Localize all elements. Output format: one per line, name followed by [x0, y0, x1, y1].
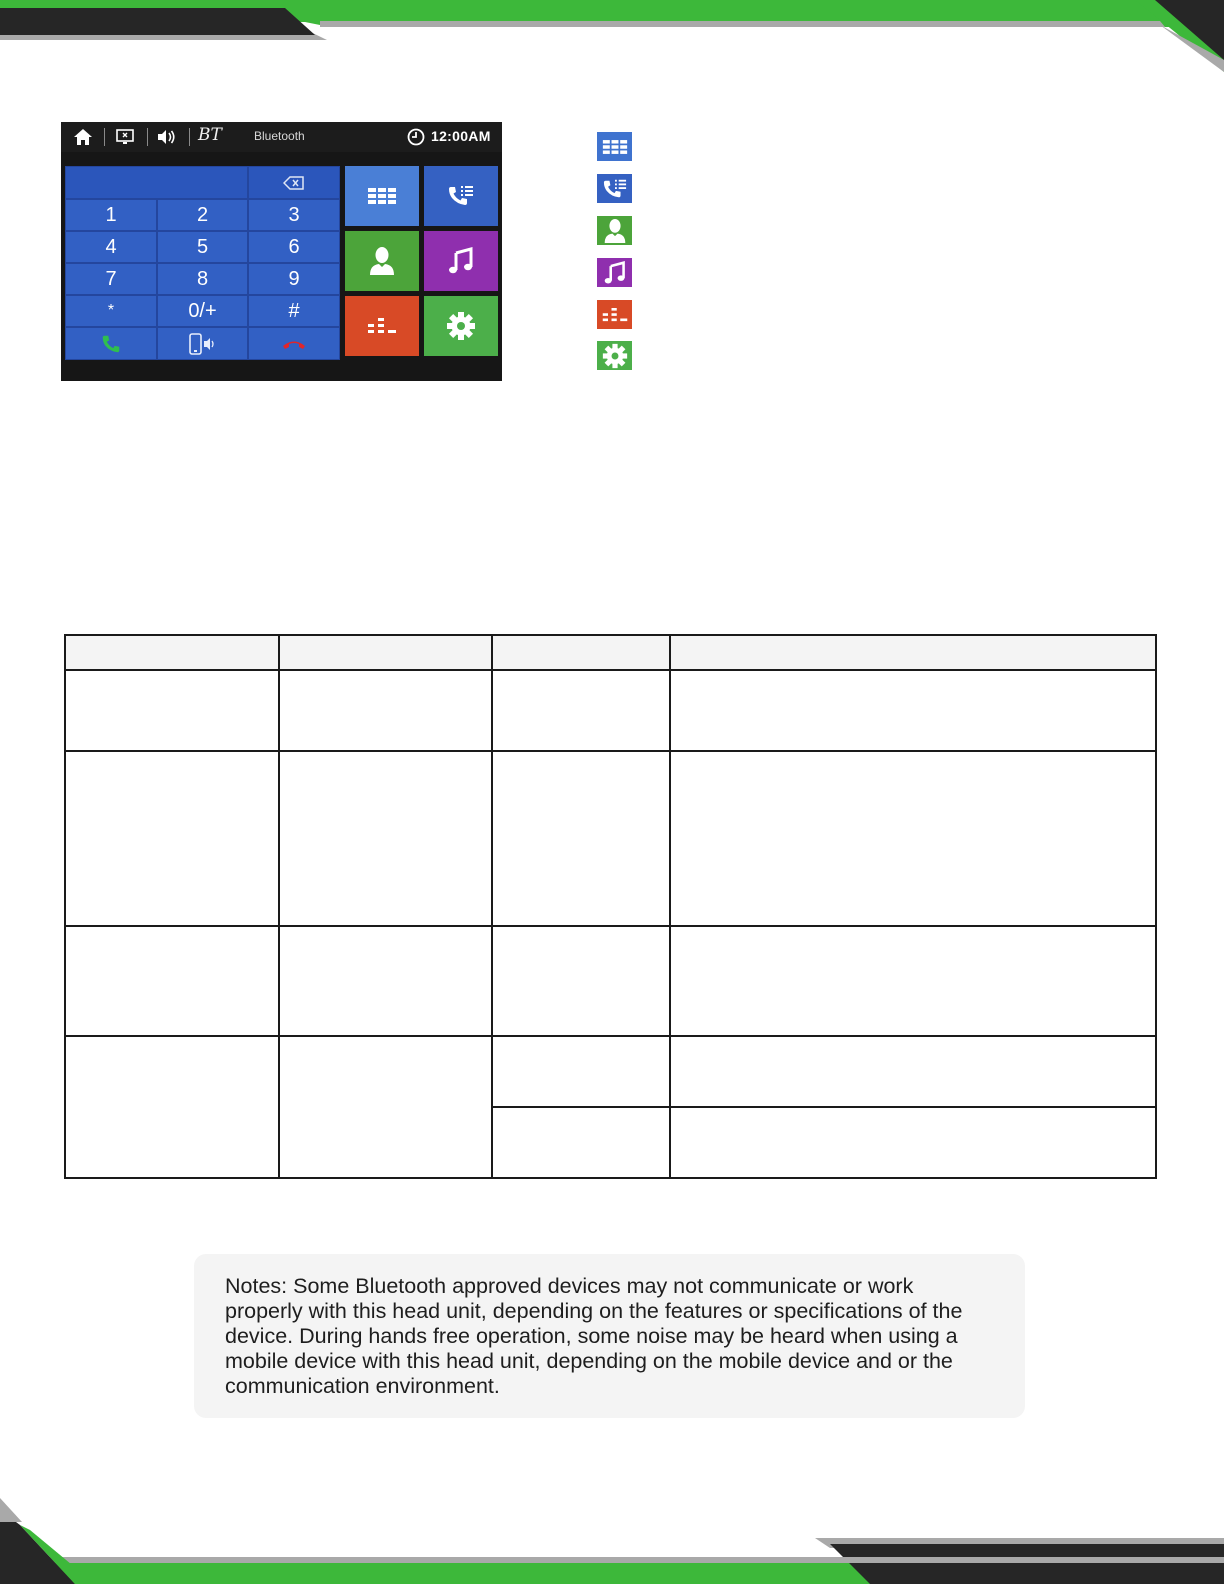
backspace-button[interactable] — [248, 166, 340, 199]
table-cell — [670, 751, 1156, 926]
notes-box — [194, 1254, 1025, 1418]
phone-transfer-icon — [188, 333, 218, 355]
dial-pad-tile[interactable] — [345, 166, 419, 226]
dial-keypad — [65, 166, 340, 360]
call-button[interactable] — [65, 327, 157, 360]
legend-dial-pad — [597, 132, 632, 161]
table-cell — [279, 926, 492, 1036]
key-3[interactable]: 3 — [248, 199, 340, 231]
status-bar — [61, 122, 502, 152]
table-cell — [65, 670, 279, 751]
table-cell — [492, 1036, 670, 1107]
dial-pad-icon — [367, 187, 397, 205]
table-cell — [670, 926, 1156, 1036]
table-cell — [65, 1036, 279, 1178]
number-display — [65, 166, 248, 199]
clock: 12:00AM — [431, 128, 491, 144]
volume-icon[interactable] — [155, 126, 179, 148]
settings-icon — [602, 343, 628, 369]
equalizer-icon — [601, 306, 629, 324]
home-icon[interactable] — [71, 126, 95, 148]
table-header-cell — [65, 635, 279, 670]
key-star[interactable]: * — [65, 295, 157, 327]
key-6[interactable]: 6 — [248, 231, 340, 263]
legend-contacts — [597, 216, 632, 245]
settings-icon — [446, 311, 476, 341]
hang-up-button[interactable] — [248, 327, 340, 360]
legend-settings — [597, 341, 632, 370]
table-cell — [65, 751, 279, 926]
clock-icon — [405, 126, 427, 148]
legend-music — [597, 258, 632, 287]
key-hash[interactable]: # — [248, 295, 340, 327]
settings-tile[interactable] — [424, 296, 498, 356]
equalizer-icon — [366, 316, 398, 336]
key-9[interactable]: 9 — [248, 263, 340, 295]
table-cell — [492, 751, 670, 926]
table-cell — [670, 670, 1156, 751]
bluetooth-label: Bluetooth — [254, 129, 305, 143]
table-cell — [670, 1036, 1156, 1107]
table-header-cell — [670, 635, 1156, 670]
table-cell — [279, 751, 492, 926]
contacts-icon — [368, 246, 396, 276]
head-unit-screen — [61, 122, 502, 381]
info-table — [64, 634, 1157, 1179]
table-row — [65, 751, 1156, 926]
top-banner — [0, 0, 1224, 80]
contacts-tile[interactable] — [345, 231, 419, 291]
key-2[interactable]: 2 — [157, 199, 248, 231]
table-cell — [279, 1036, 492, 1178]
hang-up-icon — [281, 337, 307, 351]
backspace-icon — [283, 176, 305, 190]
key-1[interactable]: 1 — [65, 199, 157, 231]
table-row — [65, 1036, 1156, 1107]
key-5[interactable]: 5 — [157, 231, 248, 263]
table-cell — [65, 926, 279, 1036]
dial-pad-icon — [602, 139, 628, 155]
table-row — [65, 926, 1156, 1036]
equalizer-tile[interactable] — [345, 296, 419, 356]
legend-call-log — [597, 174, 632, 203]
music-icon — [447, 247, 475, 275]
contacts-icon — [603, 218, 627, 244]
table-cell — [492, 670, 670, 751]
table-header-cell — [492, 635, 670, 670]
bluetooth-logo-icon: BT — [198, 125, 222, 145]
phone-transfer-button[interactable] — [157, 327, 248, 360]
key-7[interactable]: 7 — [65, 263, 157, 295]
table-row — [65, 670, 1156, 751]
table-cell — [279, 670, 492, 751]
key-0-plus[interactable]: 0/+ — [157, 295, 248, 327]
table-cell — [492, 926, 670, 1036]
table-cell — [670, 1107, 1156, 1178]
screen-icon[interactable] — [113, 126, 137, 148]
call-log-tile[interactable] — [424, 166, 498, 226]
key-4[interactable]: 4 — [65, 231, 157, 263]
music-tile[interactable] — [424, 231, 498, 291]
legend-equalizer — [597, 300, 632, 329]
call-icon — [100, 333, 122, 355]
table-header-row — [65, 635, 1156, 670]
music-icon — [603, 261, 627, 285]
key-8[interactable]: 8 — [157, 263, 248, 295]
notes-text: Notes: Some Bluetooth approved devices may not communicate or work properly with this head unit, depending on the features or specifications of the device. During hands free operation, some noise may be heard when using a mobile device with this head unit, depending on the mobile device and or the communication environment. — [225, 1274, 963, 1398]
table-header-cell — [279, 635, 492, 670]
call-log-icon — [447, 183, 475, 209]
call-log-icon — [602, 177, 628, 201]
table-cell — [492, 1107, 670, 1178]
